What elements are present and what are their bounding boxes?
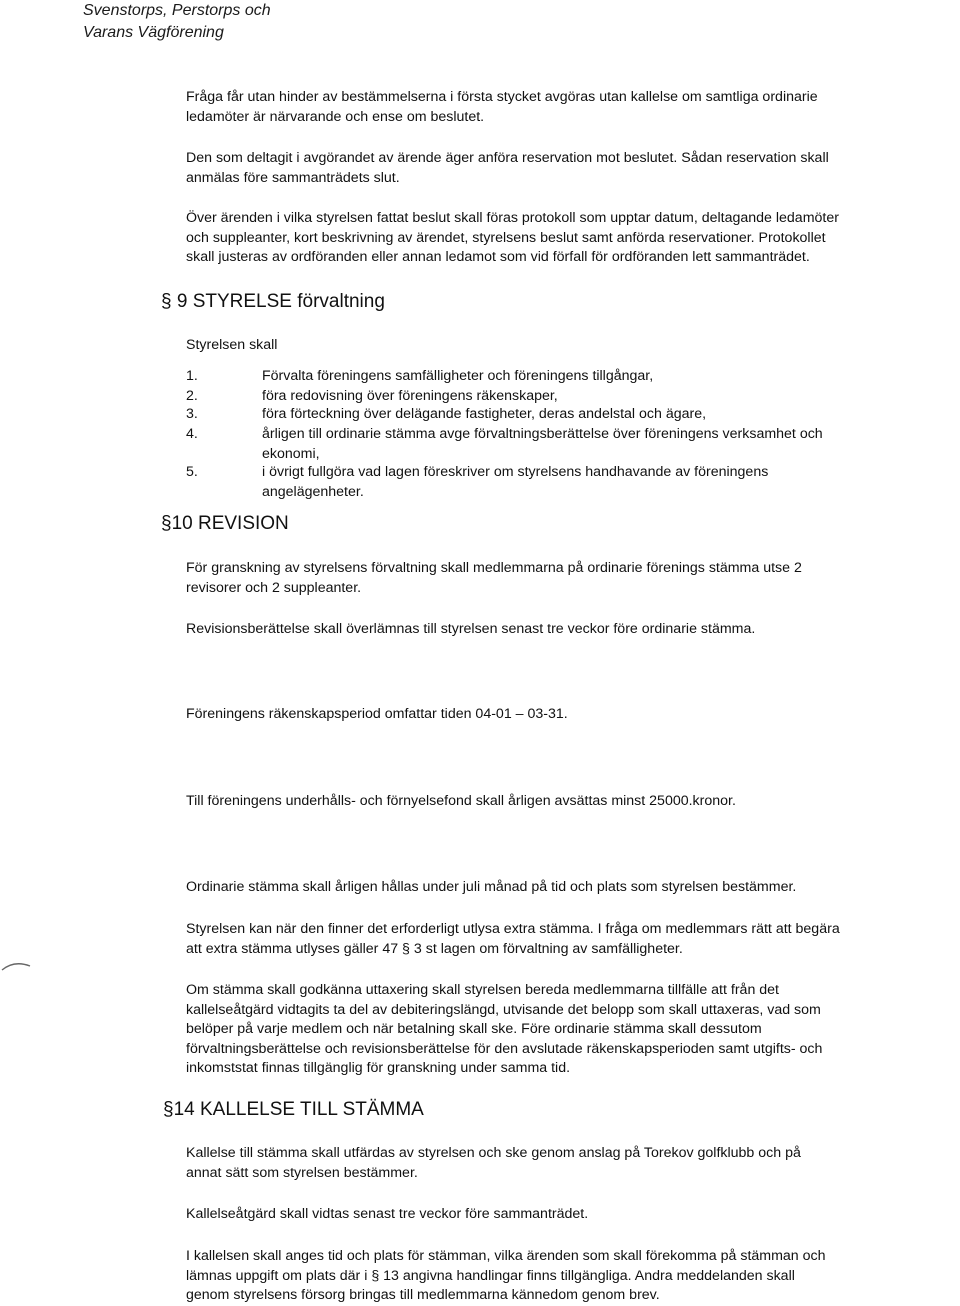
text-line: Över ärenden i vilka styrelsen fattat beslut skall föras protokoll som upptar datum, deltagande ledamöter: [186, 210, 839, 226]
text-line: Förvalta föreningens samfälligheter och föreningens tillgångar,: [262, 368, 654, 384]
paragraph-revisionsberattelse: [186, 620, 960, 640]
paragraph-extra-stamma: [186, 920, 960, 959]
list-text: [262, 425, 823, 464]
text-line: Revisionsberättelse skall överlämnas till styrelsen senast tre veckor före ordinarie stämma.: [186, 621, 756, 637]
text-line: revisorer och 2 suppleanter.: [186, 579, 362, 596]
paragraph-kallelse: [186, 1144, 960, 1183]
paragraph-kallelsen-innehall: [186, 1247, 960, 1306]
list-number: 4.: [186, 426, 198, 442]
text-line: I kallelsen skall anges tid och plats för stämman, vilka ärenden som skall förekomma på stämman och: [186, 1248, 826, 1264]
header-line-1: Svenstorps, Perstorps och: [83, 2, 271, 19]
document-header: [83, 0, 271, 44]
scan-artifact-mark: [0, 958, 40, 972]
text-line: Den som deltagit i avgörandet av ärende äger anföra reservation mot beslutet. Sådan reservation skall: [186, 150, 829, 166]
paragraph-granskning: [186, 559, 960, 598]
text-line: Styrelsen kan när den finner det erforderligt utlysa extra stämma. I fråga om medlemmars rätt att begära: [186, 921, 840, 937]
paragraph-rakenskapsperiod: [186, 705, 960, 725]
text-line: annat sätt som styrelsen bestämmer.: [186, 1164, 418, 1181]
section-14-heading: §14 KALLELSE TILL STÄMMA: [163, 1099, 424, 1120]
text-line: föra redovisning över föreningens räkenskaper,: [262, 388, 558, 404]
list-text: [262, 463, 768, 502]
list-text: [262, 405, 706, 425]
text-line: Föreningens räkenskapsperiod omfattar tiden 04-01 – 03-31.: [186, 706, 568, 722]
text-line: Ordinarie stämma skall årligen hållas under juli månad på tid och plats som styrelsen bestämmer.: [186, 879, 797, 895]
text-line: Fråga får utan hinder av bestämmelserna i första stycket avgöras utan kallelse om samtliga ordinarie: [186, 89, 818, 105]
text-line: Styrelsen skall: [186, 337, 278, 353]
text-line: att extra stämma utlyses gäller 47 § 3 st lagen om förvaltning av samfälligheter.: [186, 940, 683, 957]
text-line: Till föreningens underhålls- och förnyelsefond skall årligen avsättas minst 25000.kronor.: [186, 793, 736, 809]
text-line: inkomststat finnas tillgänglig för granskning under samma tid.: [186, 1060, 571, 1077]
paragraph-fraga: [186, 88, 960, 127]
text-line: kallelseåtgärd vidtagits ta del av debiteringslängd, utvisande det belopp som skall uttaxeras, vad som: [186, 1001, 821, 1018]
text-line: förvaltningsberättelse och revisionsberättelse för den avslutade räkenskapsperioden samt utgifts- och: [186, 1040, 823, 1057]
text-line: lämnas uppgift om plats där i § 13 angivna handlingar finns tillgängliga. Andra meddelanden skall: [186, 1267, 795, 1284]
text-line: För granskning av styrelsens förvaltning skall medlemmarna på ordinarie förenings stämma utse 2: [186, 560, 802, 576]
paragraph-fond: [186, 792, 960, 812]
text-line: föra förteckning över delägande fastigheter, deras andelstal och ägare,: [262, 406, 707, 422]
list-number: 3.: [186, 406, 198, 422]
list-number: 1.: [186, 368, 198, 384]
list-number: 5.: [186, 464, 198, 480]
text-line: genom styrelsens försorg bringas till medlemmarna kännedom genom brev.: [186, 1287, 660, 1304]
section-9-heading: § 9 STYRELSE förvaltning: [161, 291, 385, 312]
text-line: angelägenheter.: [262, 483, 364, 500]
text-line: Kallelseåtgärd skall vidtas senast tre veckor före sammanträdet.: [186, 1206, 589, 1222]
header-line-2: Varans Vägförening: [83, 24, 224, 41]
text-line: och suppleanter, kort beskrivning av ärendet, styrelsens beslut samt anförda reservationer. Protokollet: [186, 229, 826, 246]
text-line: ekonomi,: [262, 445, 320, 462]
section-10-heading: §10 REVISION: [161, 513, 289, 534]
list-text: [262, 367, 653, 387]
text-line: i övrigt fullgöra vad lagen föreskriver om styrelsens handhavande av föreningens: [262, 464, 769, 480]
text-line: ledamöter är närvarande och ense om beslutet.: [186, 108, 485, 125]
paragraph-kallelseatgard: [186, 1205, 960, 1225]
paragraph-reservation: [186, 149, 960, 188]
text-line: belöper på varje medlem och när betalning skall ske. Före ordinarie stämma skall dessutom: [186, 1021, 762, 1038]
paragraph-ordinarie-stamma: [186, 878, 960, 898]
text-line: Om stämma skall godkänna uttaxering skall styrelsen bereda medlemmarna tillfälle att från det: [186, 982, 779, 998]
text-line: årligen till ordinarie stämma avge förvaltningsberättelse över föreningens verksamhet och: [262, 426, 823, 442]
section-9-intro: [186, 336, 960, 356]
text-line: Kallelse till stämma skall utfärdas av styrelsen och ske genom anslag på Torekov golfklubb och på: [186, 1145, 801, 1161]
list-text: [262, 387, 558, 407]
paragraph-uttaxering: [186, 981, 960, 1079]
text-line: anmälas före sammanträdets slut.: [186, 169, 400, 186]
list-number: 2.: [186, 388, 198, 404]
text-line: skall justeras av ordföranden eller annan ledamot som vid förfall för ordföranden lett sammanträdet.: [186, 249, 810, 266]
paragraph-protokoll: [186, 209, 960, 268]
